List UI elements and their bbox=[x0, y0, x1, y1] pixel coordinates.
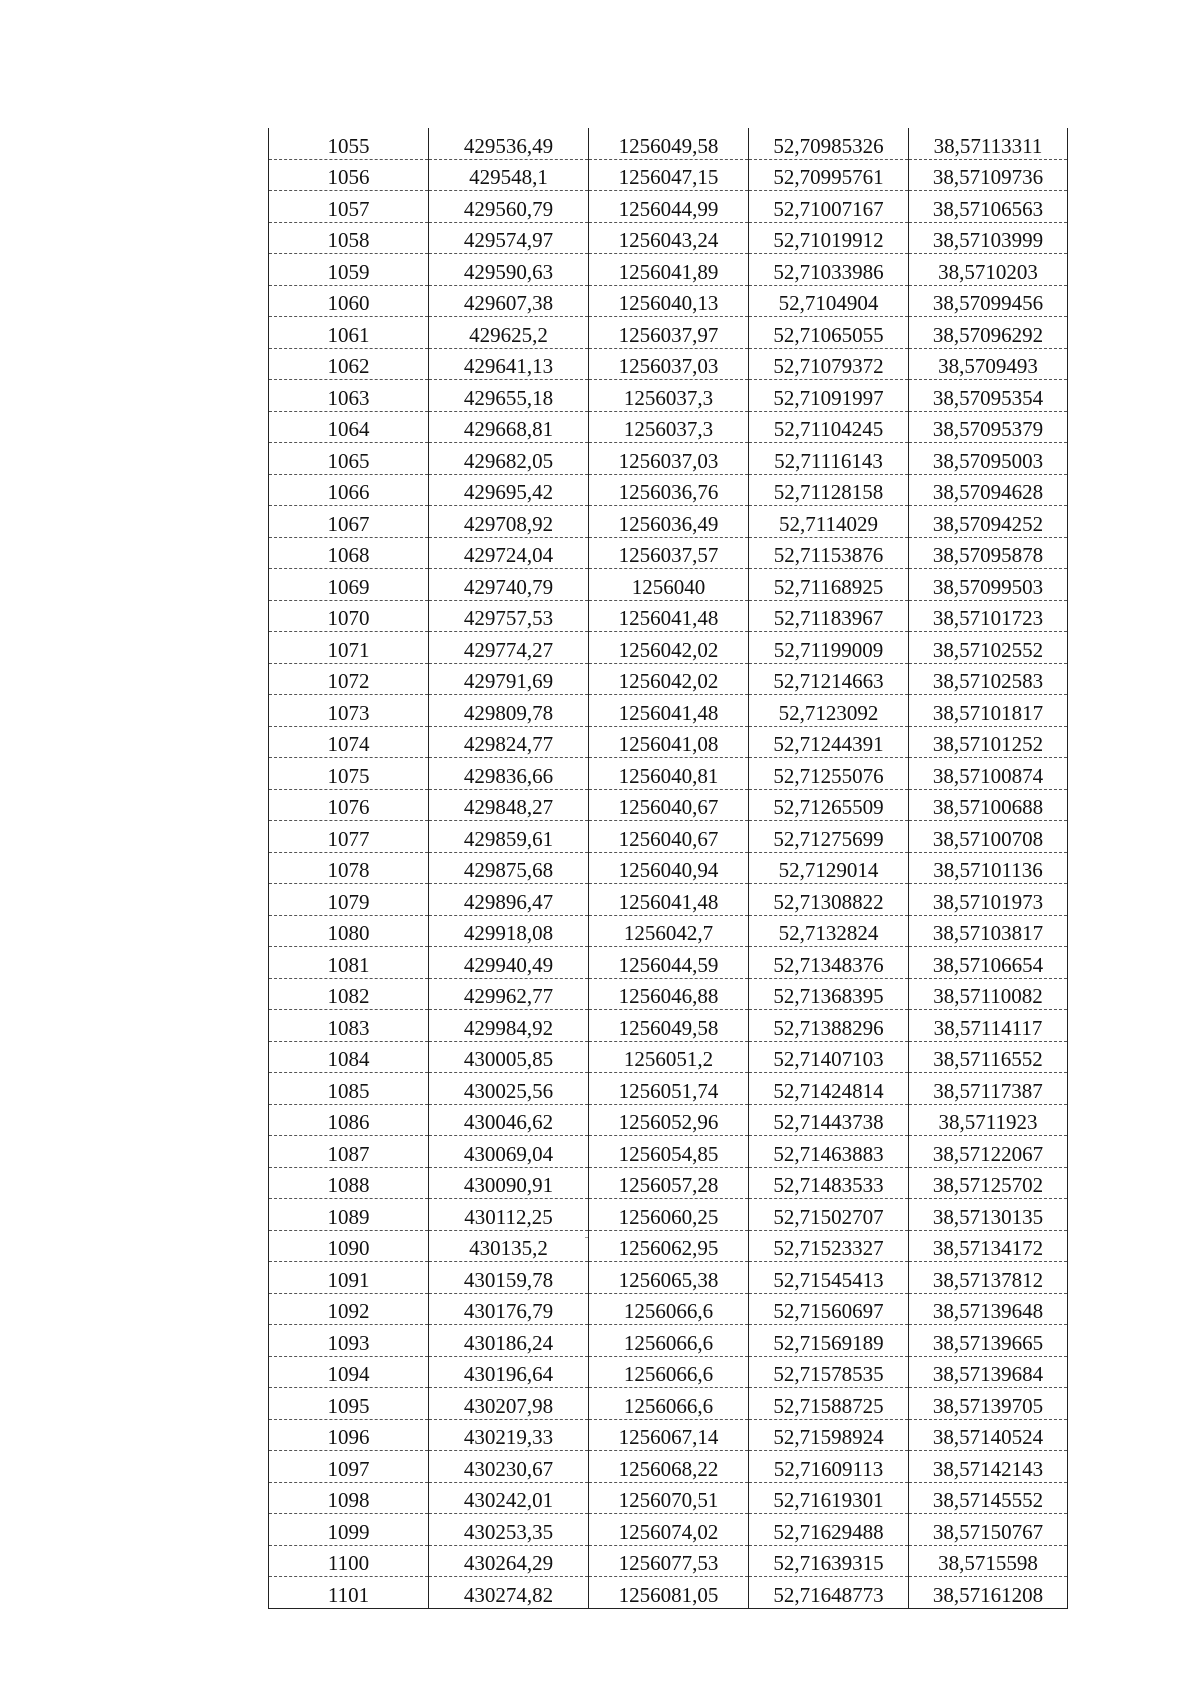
longitude-cell: 38,57099503 bbox=[909, 569, 1068, 601]
table-row bbox=[269, 1230, 1068, 1262]
y-coordinate-cell: 1256054,85 bbox=[589, 1136, 749, 1168]
y-coordinate-cell: 1256037,57 bbox=[589, 537, 749, 569]
latitude-cell: 52,71183967 bbox=[749, 600, 909, 632]
longitude-cell: 38,57139705 bbox=[909, 1388, 1068, 1420]
point-number-cell: 1082 bbox=[269, 978, 429, 1010]
point-number-cell: 1071 bbox=[269, 632, 429, 664]
x-coordinate-cell: 429824,77 bbox=[429, 726, 589, 758]
point-number-cell: 1085 bbox=[269, 1073, 429, 1105]
latitude-cell: 52,71091997 bbox=[749, 380, 909, 412]
table-row bbox=[269, 758, 1068, 790]
table-row bbox=[269, 632, 1068, 664]
latitude-cell: 52,71483533 bbox=[749, 1167, 909, 1199]
table-row bbox=[269, 947, 1068, 979]
y-coordinate-cell: 1256040,67 bbox=[589, 821, 749, 853]
point-number-cell: 1094 bbox=[269, 1356, 429, 1388]
table-row bbox=[269, 506, 1068, 538]
longitude-cell: 38,57114117 bbox=[909, 1010, 1068, 1042]
x-coordinate-cell: 429836,66 bbox=[429, 758, 589, 790]
table-row bbox=[269, 1010, 1068, 1042]
longitude-cell: 38,5709493 bbox=[909, 348, 1068, 380]
x-coordinate-cell: 430005,85 bbox=[429, 1041, 589, 1073]
table-row bbox=[269, 1199, 1068, 1231]
y-coordinate-cell: 1256037,3 bbox=[589, 411, 749, 443]
x-coordinate-cell: 429548,1 bbox=[429, 159, 589, 191]
table-row bbox=[269, 1167, 1068, 1199]
y-coordinate-cell: 1256037,03 bbox=[589, 348, 749, 380]
y-coordinate-cell: 1256068,22 bbox=[589, 1451, 749, 1483]
x-coordinate-cell: 429791,69 bbox=[429, 663, 589, 695]
y-coordinate-cell: 1256057,28 bbox=[589, 1167, 749, 1199]
table-row bbox=[269, 789, 1068, 821]
longitude-cell: 38,57150767 bbox=[909, 1514, 1068, 1546]
coordinates-table bbox=[268, 128, 1068, 1609]
latitude-cell: 52,71199009 bbox=[749, 632, 909, 664]
table-row bbox=[269, 1482, 1068, 1514]
longitude-cell: 38,57134172 bbox=[909, 1230, 1068, 1262]
y-coordinate-cell: 1256052,96 bbox=[589, 1104, 749, 1136]
x-coordinate-cell: 430176,79 bbox=[429, 1293, 589, 1325]
table-row bbox=[269, 852, 1068, 884]
x-coordinate-cell: 429848,27 bbox=[429, 789, 589, 821]
y-coordinate-cell: 1256046,88 bbox=[589, 978, 749, 1010]
table-row bbox=[269, 222, 1068, 254]
table-row bbox=[269, 695, 1068, 727]
table-row bbox=[269, 128, 1068, 159]
longitude-cell: 38,57095354 bbox=[909, 380, 1068, 412]
longitude-cell: 38,57122067 bbox=[909, 1136, 1068, 1168]
y-coordinate-cell: 1256042,02 bbox=[589, 632, 749, 664]
y-coordinate-cell: 1256060,25 bbox=[589, 1199, 749, 1231]
table-row bbox=[269, 1514, 1068, 1546]
x-coordinate-cell: 430069,04 bbox=[429, 1136, 589, 1168]
y-coordinate-cell: 1256044,59 bbox=[589, 947, 749, 979]
y-coordinate-cell: 1256065,38 bbox=[589, 1262, 749, 1294]
latitude-cell: 52,71153876 bbox=[749, 537, 909, 569]
point-number-cell: 1073 bbox=[269, 695, 429, 727]
y-coordinate-cell: 1256037,97 bbox=[589, 317, 749, 349]
x-coordinate-cell: 430219,33 bbox=[429, 1419, 589, 1451]
y-coordinate-cell: 1256081,05 bbox=[589, 1577, 749, 1609]
point-number-cell: 1095 bbox=[269, 1388, 429, 1420]
coordinates-table-body bbox=[269, 128, 1068, 1608]
longitude-cell: 38,57106563 bbox=[909, 191, 1068, 223]
latitude-cell: 52,71214663 bbox=[749, 663, 909, 695]
longitude-cell: 38,5715598 bbox=[909, 1545, 1068, 1577]
y-coordinate-cell: 1256040,13 bbox=[589, 285, 749, 317]
point-number-cell: 1070 bbox=[269, 600, 429, 632]
point-number-cell: 1078 bbox=[269, 852, 429, 884]
point-number-cell: 1076 bbox=[269, 789, 429, 821]
y-coordinate-cell: 1256049,58 bbox=[589, 1010, 749, 1042]
y-coordinate-cell: 1256066,6 bbox=[589, 1325, 749, 1357]
y-coordinate-cell: 1256044,99 bbox=[589, 191, 749, 223]
longitude-cell: 38,57101723 bbox=[909, 600, 1068, 632]
table-row bbox=[269, 1136, 1068, 1168]
point-number-cell: 1086 bbox=[269, 1104, 429, 1136]
x-coordinate-cell: 430253,35 bbox=[429, 1514, 589, 1546]
latitude-cell: 52,71523327 bbox=[749, 1230, 909, 1262]
x-coordinate-cell: 429774,27 bbox=[429, 632, 589, 664]
x-coordinate-cell: 430025,56 bbox=[429, 1073, 589, 1105]
longitude-cell: 38,57142143 bbox=[909, 1451, 1068, 1483]
latitude-cell: 52,71443738 bbox=[749, 1104, 909, 1136]
x-coordinate-cell: 429668,81 bbox=[429, 411, 589, 443]
y-coordinate-cell: 1256041,89 bbox=[589, 254, 749, 286]
table-row bbox=[269, 1451, 1068, 1483]
longitude-cell: 38,57130135 bbox=[909, 1199, 1068, 1231]
point-number-cell: 1081 bbox=[269, 947, 429, 979]
x-coordinate-cell: 429560,79 bbox=[429, 191, 589, 223]
table-row bbox=[269, 317, 1068, 349]
longitude-cell: 38,57102583 bbox=[909, 663, 1068, 695]
y-coordinate-cell: 1256040 bbox=[589, 569, 749, 601]
latitude-cell: 52,71588725 bbox=[749, 1388, 909, 1420]
x-coordinate-cell: 429984,92 bbox=[429, 1010, 589, 1042]
latitude-cell: 52,71463883 bbox=[749, 1136, 909, 1168]
table-row bbox=[269, 1577, 1068, 1609]
table-row bbox=[269, 1356, 1068, 1388]
point-number-cell: 1057 bbox=[269, 191, 429, 223]
y-coordinate-cell: 1256037,03 bbox=[589, 443, 749, 475]
point-number-cell: 1055 bbox=[269, 128, 429, 159]
point-number-cell: 1061 bbox=[269, 317, 429, 349]
longitude-cell: 38,57125702 bbox=[909, 1167, 1068, 1199]
table-row bbox=[269, 1388, 1068, 1420]
longitude-cell: 38,57139665 bbox=[909, 1325, 1068, 1357]
latitude-cell: 52,71609113 bbox=[749, 1451, 909, 1483]
latitude-cell: 52,71560697 bbox=[749, 1293, 909, 1325]
latitude-cell: 52,71545413 bbox=[749, 1262, 909, 1294]
point-number-cell: 1077 bbox=[269, 821, 429, 853]
latitude-cell: 52,71388296 bbox=[749, 1010, 909, 1042]
table-row bbox=[269, 474, 1068, 506]
latitude-cell: 52,71648773 bbox=[749, 1577, 909, 1609]
x-coordinate-cell: 429757,53 bbox=[429, 600, 589, 632]
point-number-cell: 1083 bbox=[269, 1010, 429, 1042]
point-number-cell: 1060 bbox=[269, 285, 429, 317]
y-coordinate-cell: 1256066,6 bbox=[589, 1388, 749, 1420]
longitude-cell: 38,57137812 bbox=[909, 1262, 1068, 1294]
x-coordinate-cell: 429607,38 bbox=[429, 285, 589, 317]
latitude-cell: 52,71079372 bbox=[749, 348, 909, 380]
latitude-cell: 52,71275699 bbox=[749, 821, 909, 853]
y-coordinate-cell: 1256041,48 bbox=[589, 695, 749, 727]
longitude-cell: 38,57102552 bbox=[909, 632, 1068, 664]
latitude-cell: 52,71569189 bbox=[749, 1325, 909, 1357]
point-number-cell: 1098 bbox=[269, 1482, 429, 1514]
longitude-cell: 38,57101136 bbox=[909, 852, 1068, 884]
x-coordinate-cell: 429536,49 bbox=[429, 128, 589, 159]
longitude-cell: 38,57095003 bbox=[909, 443, 1068, 475]
y-coordinate-cell: 1256040,81 bbox=[589, 758, 749, 790]
point-number-cell: 1074 bbox=[269, 726, 429, 758]
point-number-cell: 1056 bbox=[269, 159, 429, 191]
x-coordinate-cell: 429724,04 bbox=[429, 537, 589, 569]
table-row bbox=[269, 537, 1068, 569]
x-coordinate-cell: 429625,2 bbox=[429, 317, 589, 349]
table-row bbox=[269, 1041, 1068, 1073]
table-row bbox=[269, 726, 1068, 758]
latitude-cell: 52,71619301 bbox=[749, 1482, 909, 1514]
longitude-cell: 38,57106654 bbox=[909, 947, 1068, 979]
point-number-cell: 1063 bbox=[269, 380, 429, 412]
y-coordinate-cell: 1256041,48 bbox=[589, 884, 749, 916]
latitude-cell: 52,7114029 bbox=[749, 506, 909, 538]
x-coordinate-cell: 430274,82 bbox=[429, 1577, 589, 1609]
latitude-cell: 52,71598924 bbox=[749, 1419, 909, 1451]
latitude-cell: 52,71244391 bbox=[749, 726, 909, 758]
x-coordinate-cell: 429708,92 bbox=[429, 506, 589, 538]
x-coordinate-cell: 430196,64 bbox=[429, 1356, 589, 1388]
point-number-cell: 1100 bbox=[269, 1545, 429, 1577]
point-number-cell: 1088 bbox=[269, 1167, 429, 1199]
y-coordinate-cell: 1256037,3 bbox=[589, 380, 749, 412]
latitude-cell: 52,70995761 bbox=[749, 159, 909, 191]
x-coordinate-cell: 430046,62 bbox=[429, 1104, 589, 1136]
latitude-cell: 52,71168925 bbox=[749, 569, 909, 601]
table-row bbox=[269, 348, 1068, 380]
point-number-cell: 1087 bbox=[269, 1136, 429, 1168]
table-row bbox=[269, 1073, 1068, 1105]
longitude-cell: 38,57099456 bbox=[909, 285, 1068, 317]
point-number-cell: 1097 bbox=[269, 1451, 429, 1483]
y-coordinate-cell: 1256051,74 bbox=[589, 1073, 749, 1105]
x-coordinate-cell: 429695,42 bbox=[429, 474, 589, 506]
x-coordinate-cell: 430230,67 bbox=[429, 1451, 589, 1483]
x-coordinate-cell: 430207,98 bbox=[429, 1388, 589, 1420]
longitude-cell: 38,57117387 bbox=[909, 1073, 1068, 1105]
table-row bbox=[269, 600, 1068, 632]
latitude-cell: 52,71065055 bbox=[749, 317, 909, 349]
table-row bbox=[269, 569, 1068, 601]
point-number-cell: 1066 bbox=[269, 474, 429, 506]
longitude-cell: 38,57101973 bbox=[909, 884, 1068, 916]
table-row bbox=[269, 663, 1068, 695]
point-number-cell: 1092 bbox=[269, 1293, 429, 1325]
table-row bbox=[269, 915, 1068, 947]
longitude-cell: 38,57101252 bbox=[909, 726, 1068, 758]
y-coordinate-cell: 1256036,49 bbox=[589, 506, 749, 538]
x-coordinate-cell: 429859,61 bbox=[429, 821, 589, 853]
x-coordinate-cell: 430264,29 bbox=[429, 1545, 589, 1577]
table-row bbox=[269, 1545, 1068, 1577]
point-number-cell: 1059 bbox=[269, 254, 429, 286]
longitude-cell: 38,57139684 bbox=[909, 1356, 1068, 1388]
x-coordinate-cell: 429574,97 bbox=[429, 222, 589, 254]
y-coordinate-cell: 1256049,58 bbox=[589, 128, 749, 159]
x-coordinate-cell: 430090,91 bbox=[429, 1167, 589, 1199]
latitude-cell: 52,71104245 bbox=[749, 411, 909, 443]
point-number-cell: 1067 bbox=[269, 506, 429, 538]
y-coordinate-cell: 1256067,14 bbox=[589, 1419, 749, 1451]
y-coordinate-cell: 1256066,6 bbox=[589, 1356, 749, 1388]
point-number-cell: 1089 bbox=[269, 1199, 429, 1231]
x-coordinate-cell: 429809,78 bbox=[429, 695, 589, 727]
latitude-cell: 52,71116143 bbox=[749, 443, 909, 475]
latitude-cell: 52,7123092 bbox=[749, 695, 909, 727]
x-coordinate-cell: 429940,49 bbox=[429, 947, 589, 979]
y-coordinate-cell: 1256077,53 bbox=[589, 1545, 749, 1577]
y-coordinate-cell: 1256070,51 bbox=[589, 1482, 749, 1514]
y-coordinate-cell: 1256041,48 bbox=[589, 600, 749, 632]
latitude-cell: 52,7104904 bbox=[749, 285, 909, 317]
longitude-cell: 38,57103817 bbox=[909, 915, 1068, 947]
latitude-cell: 52,71019912 bbox=[749, 222, 909, 254]
table-row bbox=[269, 254, 1068, 286]
latitude-cell: 52,71368395 bbox=[749, 978, 909, 1010]
longitude-cell: 38,57145552 bbox=[909, 1482, 1068, 1514]
x-coordinate-cell: 430112,25 bbox=[429, 1199, 589, 1231]
table-row bbox=[269, 1325, 1068, 1357]
longitude-cell: 38,57161208 bbox=[909, 1577, 1068, 1609]
longitude-cell: 38,57139648 bbox=[909, 1293, 1068, 1325]
y-coordinate-cell: 1256047,15 bbox=[589, 159, 749, 191]
x-coordinate-cell: 429682,05 bbox=[429, 443, 589, 475]
point-number-cell: 1062 bbox=[269, 348, 429, 380]
longitude-cell: 38,57094252 bbox=[909, 506, 1068, 538]
point-number-cell: 1069 bbox=[269, 569, 429, 601]
longitude-cell: 38,57140524 bbox=[909, 1419, 1068, 1451]
longitude-cell: 38,5710203 bbox=[909, 254, 1068, 286]
latitude-cell: 52,71639315 bbox=[749, 1545, 909, 1577]
table-row bbox=[269, 978, 1068, 1010]
table-row bbox=[269, 411, 1068, 443]
latitude-cell: 52,71007167 bbox=[749, 191, 909, 223]
longitude-cell: 38,57096292 bbox=[909, 317, 1068, 349]
y-coordinate-cell: 1256040,67 bbox=[589, 789, 749, 821]
longitude-cell: 38,57095878 bbox=[909, 537, 1068, 569]
y-coordinate-cell: 1256062,95 bbox=[589, 1230, 749, 1262]
y-coordinate-cell: 1256042,7 bbox=[589, 915, 749, 947]
latitude-cell: 52,70985326 bbox=[749, 128, 909, 159]
y-coordinate-cell: 1256036,76 bbox=[589, 474, 749, 506]
table-row bbox=[269, 380, 1068, 412]
y-coordinate-cell: 1256042,02 bbox=[589, 663, 749, 695]
point-number-cell: 1064 bbox=[269, 411, 429, 443]
point-number-cell: 1101 bbox=[269, 1577, 429, 1609]
y-coordinate-cell: 1256041,08 bbox=[589, 726, 749, 758]
x-coordinate-cell: 429655,18 bbox=[429, 380, 589, 412]
point-number-cell: 1080 bbox=[269, 915, 429, 947]
latitude-cell: 52,71033986 bbox=[749, 254, 909, 286]
longitude-cell: 38,57116552 bbox=[909, 1041, 1068, 1073]
latitude-cell: 52,71578535 bbox=[749, 1356, 909, 1388]
x-coordinate-cell: 429918,08 bbox=[429, 915, 589, 947]
latitude-cell: 52,71255076 bbox=[749, 758, 909, 790]
y-coordinate-cell: 1256074,02 bbox=[589, 1514, 749, 1546]
longitude-cell: 38,57095379 bbox=[909, 411, 1068, 443]
longitude-cell: 38,57109736 bbox=[909, 159, 1068, 191]
table-row bbox=[269, 159, 1068, 191]
table-row bbox=[269, 285, 1068, 317]
x-coordinate-cell: 430242,01 bbox=[429, 1482, 589, 1514]
table-row bbox=[269, 191, 1068, 223]
x-coordinate-cell: 430135,2 bbox=[429, 1230, 589, 1262]
latitude-cell: 52,71407103 bbox=[749, 1041, 909, 1073]
longitude-cell: 38,5711923 bbox=[909, 1104, 1068, 1136]
point-number-cell: 1065 bbox=[269, 443, 429, 475]
point-number-cell: 1091 bbox=[269, 1262, 429, 1294]
point-number-cell: 1072 bbox=[269, 663, 429, 695]
latitude-cell: 52,71424814 bbox=[749, 1073, 909, 1105]
longitude-cell: 38,57113311 bbox=[909, 128, 1068, 159]
longitude-cell: 38,57103999 bbox=[909, 222, 1068, 254]
y-coordinate-cell: 1256051,2 bbox=[589, 1041, 749, 1073]
table-row bbox=[269, 1419, 1068, 1451]
x-coordinate-cell: 429962,77 bbox=[429, 978, 589, 1010]
latitude-cell: 52,71128158 bbox=[749, 474, 909, 506]
x-coordinate-cell: 429590,63 bbox=[429, 254, 589, 286]
y-coordinate-cell: 1256040,94 bbox=[589, 852, 749, 884]
point-number-cell: 1090 bbox=[269, 1230, 429, 1262]
latitude-cell: 52,71265509 bbox=[749, 789, 909, 821]
table-row bbox=[269, 1262, 1068, 1294]
point-number-cell: 1079 bbox=[269, 884, 429, 916]
y-coordinate-cell: 1256066,6 bbox=[589, 1293, 749, 1325]
point-number-cell: 1084 bbox=[269, 1041, 429, 1073]
longitude-cell: 38,57110082 bbox=[909, 978, 1068, 1010]
x-coordinate-cell: 429641,13 bbox=[429, 348, 589, 380]
longitude-cell: 38,57100708 bbox=[909, 821, 1068, 853]
x-coordinate-cell: 429896,47 bbox=[429, 884, 589, 916]
x-coordinate-cell: 429875,68 bbox=[429, 852, 589, 884]
point-number-cell: 1075 bbox=[269, 758, 429, 790]
point-number-cell: 1058 bbox=[269, 222, 429, 254]
table-row bbox=[269, 821, 1068, 853]
table-row bbox=[269, 884, 1068, 916]
table-row bbox=[269, 1293, 1068, 1325]
latitude-cell: 52,71308822 bbox=[749, 884, 909, 916]
latitude-cell: 52,71629488 bbox=[749, 1514, 909, 1546]
longitude-cell: 38,57100874 bbox=[909, 758, 1068, 790]
point-number-cell: 1096 bbox=[269, 1419, 429, 1451]
point-number-cell: 1093 bbox=[269, 1325, 429, 1357]
longitude-cell: 38,57101817 bbox=[909, 695, 1068, 727]
latitude-cell: 52,71348376 bbox=[749, 947, 909, 979]
x-coordinate-cell: 430159,78 bbox=[429, 1262, 589, 1294]
latitude-cell: 52,71502707 bbox=[749, 1199, 909, 1231]
table-row bbox=[269, 443, 1068, 475]
point-number-cell: 1068 bbox=[269, 537, 429, 569]
latitude-cell: 52,7132824 bbox=[749, 915, 909, 947]
scan-speck bbox=[585, 1237, 588, 1238]
latitude-cell: 52,7129014 bbox=[749, 852, 909, 884]
x-coordinate-cell: 430186,24 bbox=[429, 1325, 589, 1357]
x-coordinate-cell: 429740,79 bbox=[429, 569, 589, 601]
longitude-cell: 38,57100688 bbox=[909, 789, 1068, 821]
table-row bbox=[269, 1104, 1068, 1136]
y-coordinate-cell: 1256043,24 bbox=[589, 222, 749, 254]
longitude-cell: 38,57094628 bbox=[909, 474, 1068, 506]
point-number-cell: 1099 bbox=[269, 1514, 429, 1546]
